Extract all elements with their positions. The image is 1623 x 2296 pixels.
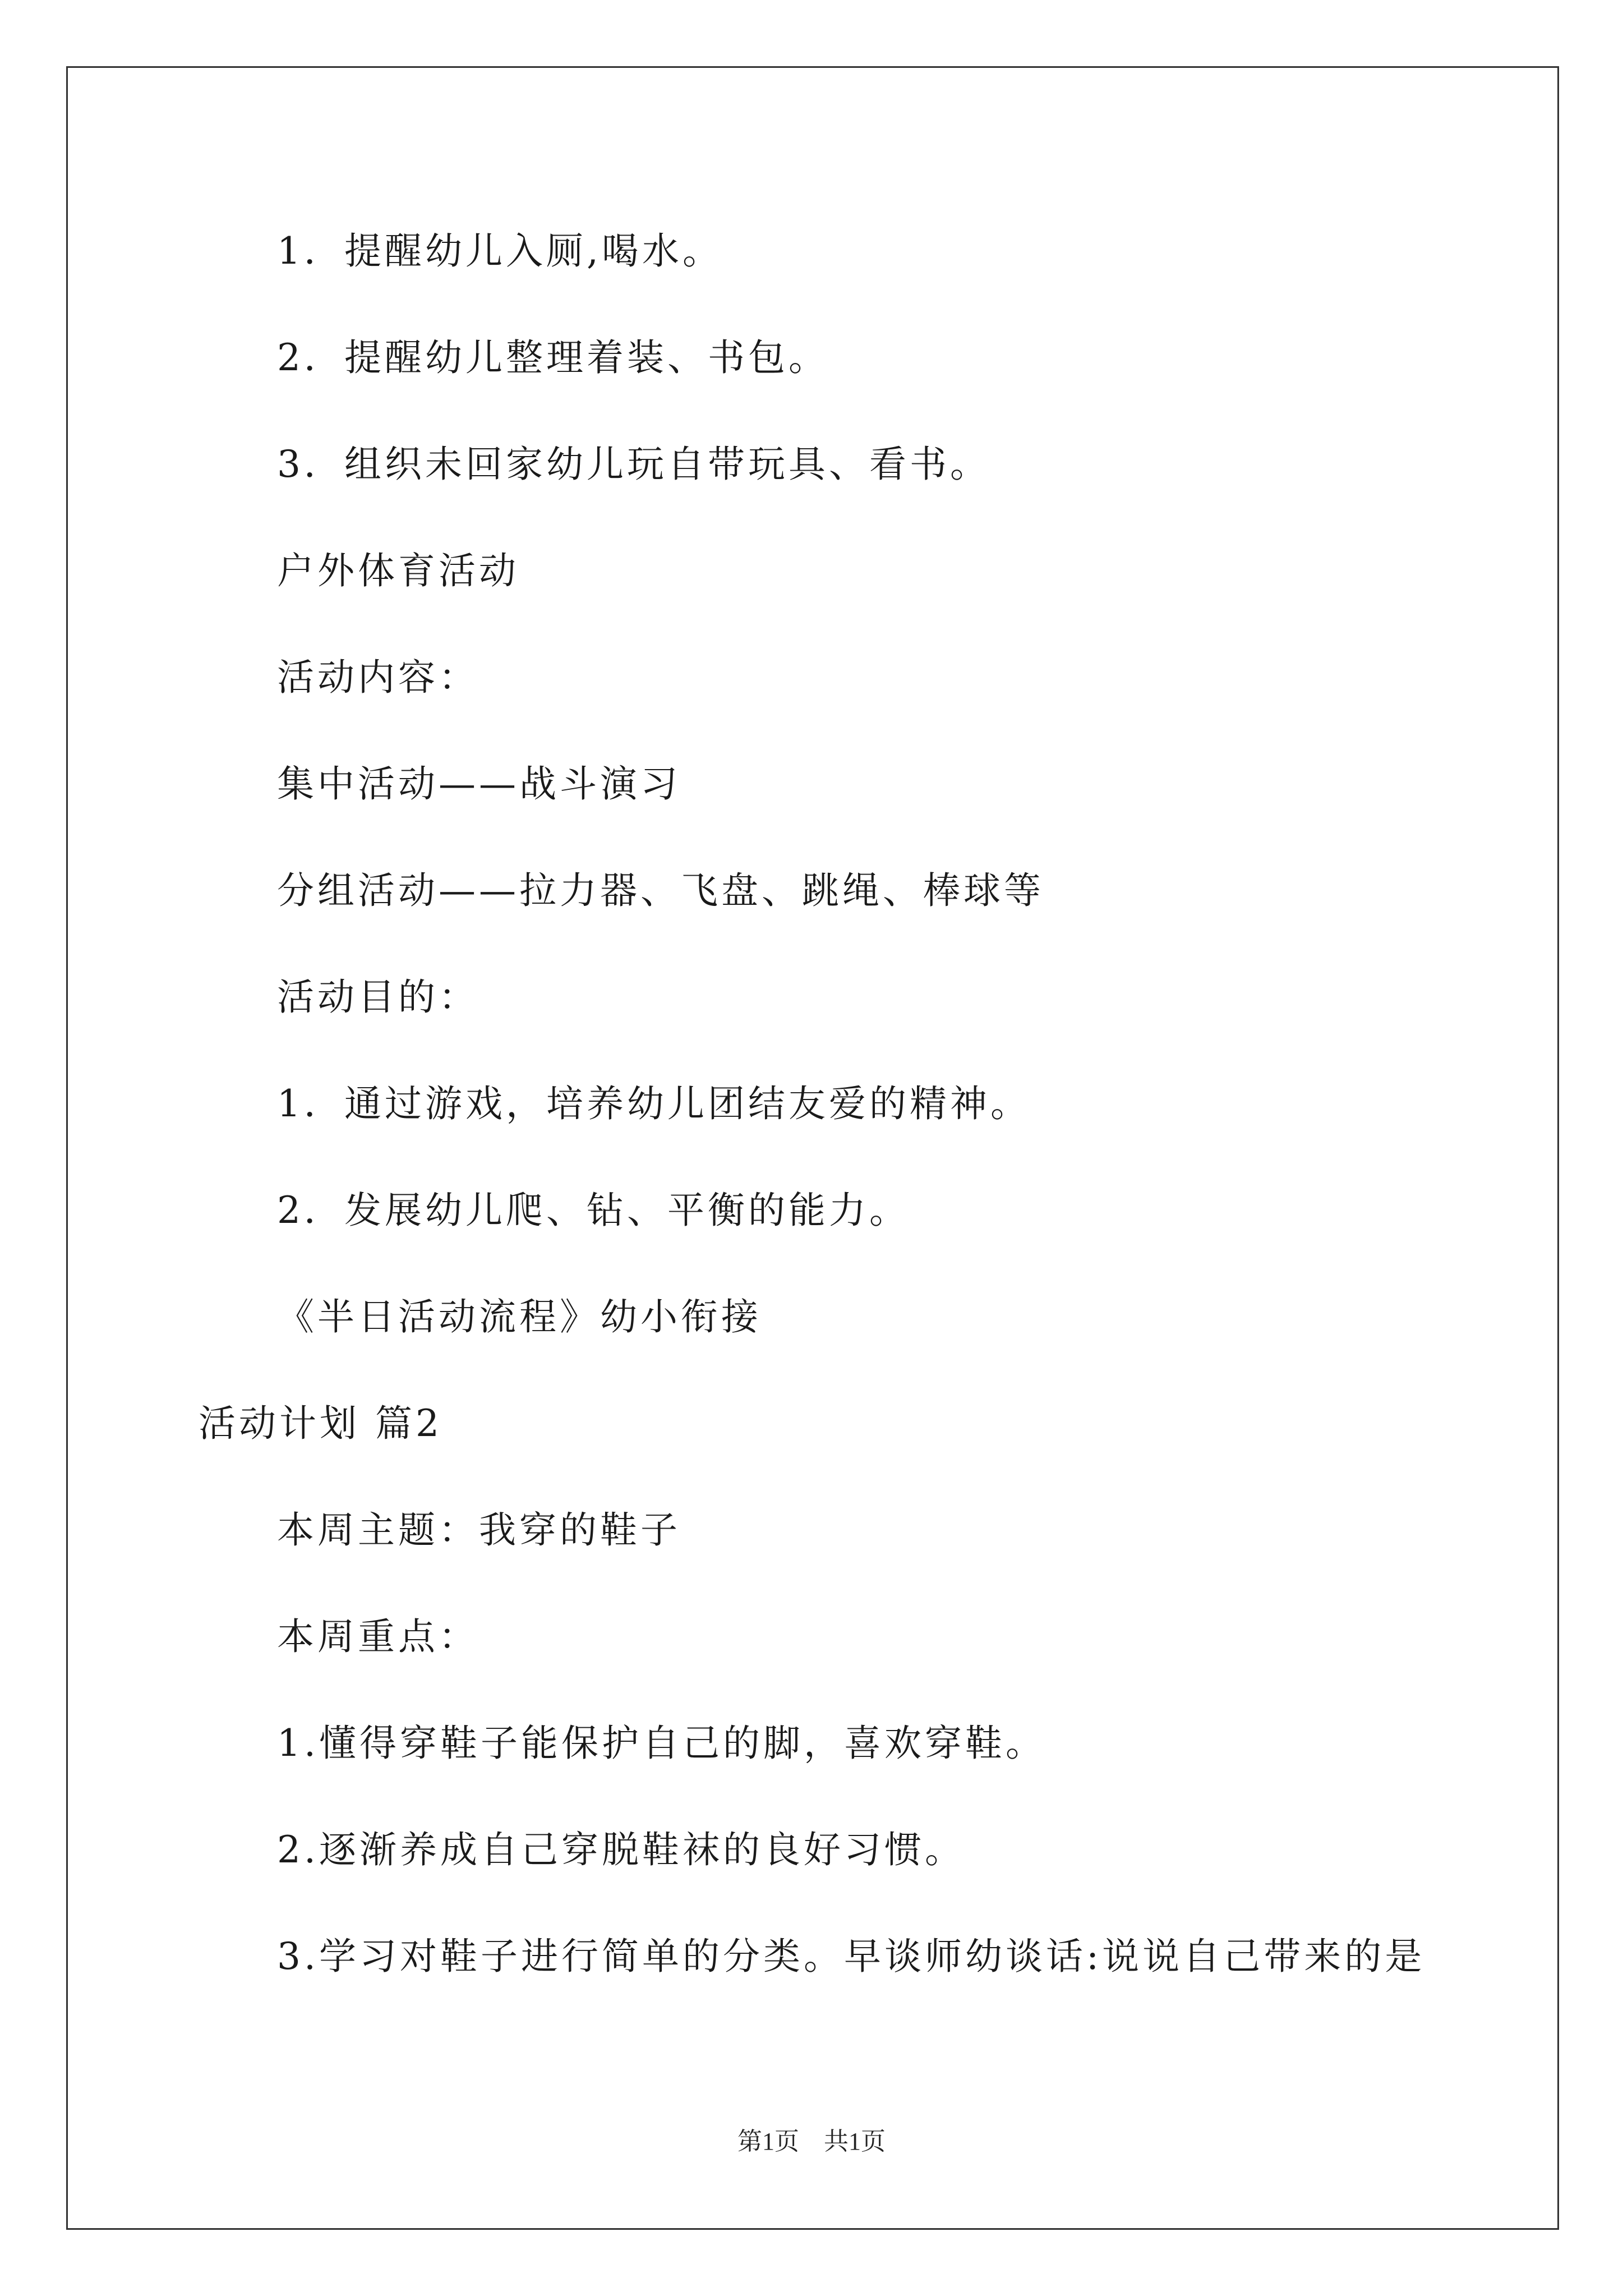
body-line: 《半日活动流程》幼小衔接	[277, 1295, 762, 1338]
body-line: 本周重点：	[277, 1615, 479, 1658]
page-number-footer: 第1页 共1页	[737, 2128, 886, 2155]
body-line: 活动目的：	[277, 976, 479, 1019]
body-line: 3.学习对鞋子进行简单的分类。早谈师幼谈话:说说自己带来的是	[277, 1935, 1426, 1978]
body-line: 1.懂得穿鞋子能保护自己的脚，喜欢穿鞋。	[277, 1722, 1046, 1765]
body-line: 2．发展幼儿爬、钻、平衡的能力。	[277, 1189, 910, 1232]
body-line: 1．通过游戏，培养幼儿团结友爱的精神。	[277, 1082, 1031, 1125]
body-line: 1．提醒幼儿入厕,喝水。	[277, 229, 723, 273]
section-title: 活动计划 篇2	[199, 1402, 442, 1445]
body-line: 2．提醒幼儿整理着装、书包。	[277, 336, 829, 379]
body-line: 活动内容：	[277, 656, 479, 699]
section-heading: 户外体育活动	[277, 549, 519, 592]
page-border	[66, 66, 1559, 2230]
body-line: 本周主题：我穿的鞋子	[277, 1508, 681, 1552]
body-line: 2.逐渐养成自己穿脱鞋袜的良好习惯。	[277, 1828, 965, 1871]
body-line: 集中活动——战斗演习	[277, 762, 681, 806]
body-line: 3．组织未回家幼儿玩自带玩具、看书。	[277, 443, 990, 486]
body-line: 分组活动——拉力器、飞盘、跳绳、棒球等	[277, 869, 1044, 912]
